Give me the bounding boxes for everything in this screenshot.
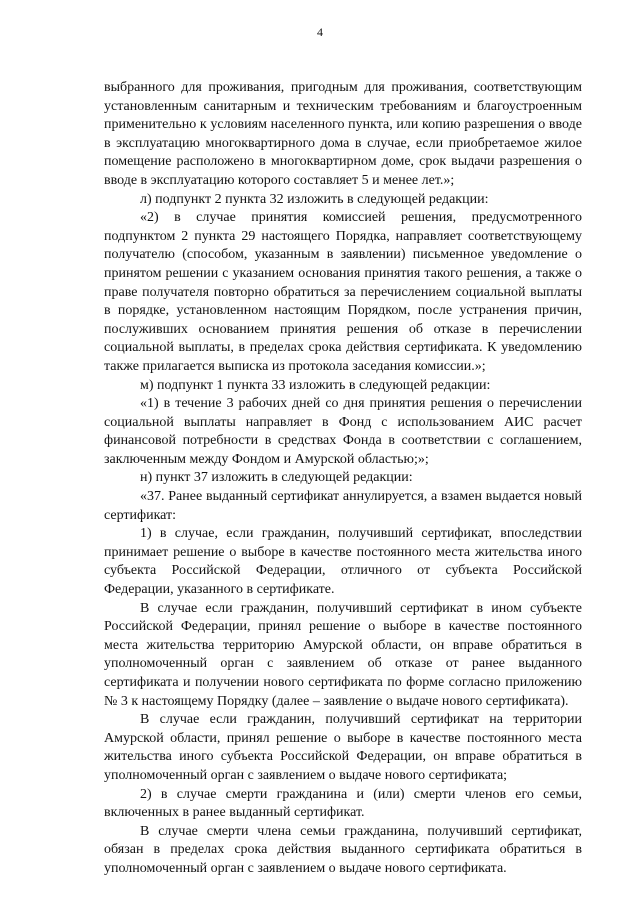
paragraph: л) подпункт 2 пункта 32 изложить в следующей редакции: xyxy=(140,191,489,207)
paragraph: В случае смерти члена семьи гражданина, получивший сертификат, обязан в пределах срока действия выданного сертификата обратиться в уполномоченный орган с заявлением о выдаче нового сертификата. xyxy=(104,823,582,876)
paragraph: «2) в случае принятия комиссией решения, предусмотренного подпунктом 2 пункта 29 настоящего Порядка, направляет соответствующему получателю (способом, указанным в заявлении) письменное уведомление о принятом решении с указанием основания принятия такого решения, а также о праве получателя повторно обратиться за перечислением социальной выплаты в порядке, установленном настоящим Порядком, после устранения причин, послуживших основанием принятия решения об отказе в перечислении социальной выплаты, в пределах срока действия сертификата. К уведомлению также прилагается выписка из протокола заседания комиссии.»; xyxy=(104,210,582,374)
paragraph: «37. Ранее выданный сертификат аннулируется, а взамен выдается новый сертификат: xyxy=(104,489,582,523)
paragraph: 2) в случае смерти гражданина и (или) смерти членов его семьи, включенных в ранее выданный сертификат. xyxy=(104,786,582,821)
paragraph: «1) в течение 3 рабочих дней со дня принятия решения о перечислении социальной выплаты направляет в Фонд с использованием АИС расчет финансовой потребности в средствах Фонда в соответствии с соглашением, заключенным между Фондом и Амурской областью;»; xyxy=(104,396,582,467)
paragraph: 1) в случае, если гражданин, получивший сертификат, впоследствии принимает решение о выборе в качестве постоянного места жительства иного субъекта Российской Федерации, отличного от субъекта Российской Федерации, указанного в сертификате. xyxy=(104,526,582,598)
paragraph: В случае если гражданин, получивший сертификат в ином субъекте Российской Федерации, принял решение о выборе в качестве постоянного места жительства территорию Амурской области, он вправе обратиться в уполномоченный орган с заявлением об отказе от ранее выданного сертификата и получении нового сертификата по форме согласно приложению № 3 к настоящему Порядку (далее – заявление о выдаче нового сертификата). xyxy=(104,600,582,709)
paragraph: В случае если гражданин, получивший сертификат на территории Амурской области, принял решение о выборе в качестве постоянного места жительства иного субъекта Российской Федерации, он вправе обратиться в уполномоченный орган с заявлением о выдаче нового сертификата; xyxy=(104,712,582,783)
document-body xyxy=(104,79,582,879)
paragraph: выбранного для проживания, пригодным для проживания, соответствующим установленным санитарным и техническим требованиям и благоустроенным применительно к условиям населенного пункта, или копию разрешения о вводе в эксплуатацию многоквартирного дома в случае, если приобретаемое жилое помещение расположено в многоквартирном доме, срок выдачи разрешения о вводе в эксплуатацию которого составляет 5 и менее лет.»; xyxy=(104,80,582,188)
paragraph: м) подпункт 1 пункта 33 изложить в следующей редакции: xyxy=(140,377,491,393)
paragraph: н) пункт 37 изложить в следующей редакции: xyxy=(140,470,413,486)
page-number: 4 xyxy=(317,25,323,39)
